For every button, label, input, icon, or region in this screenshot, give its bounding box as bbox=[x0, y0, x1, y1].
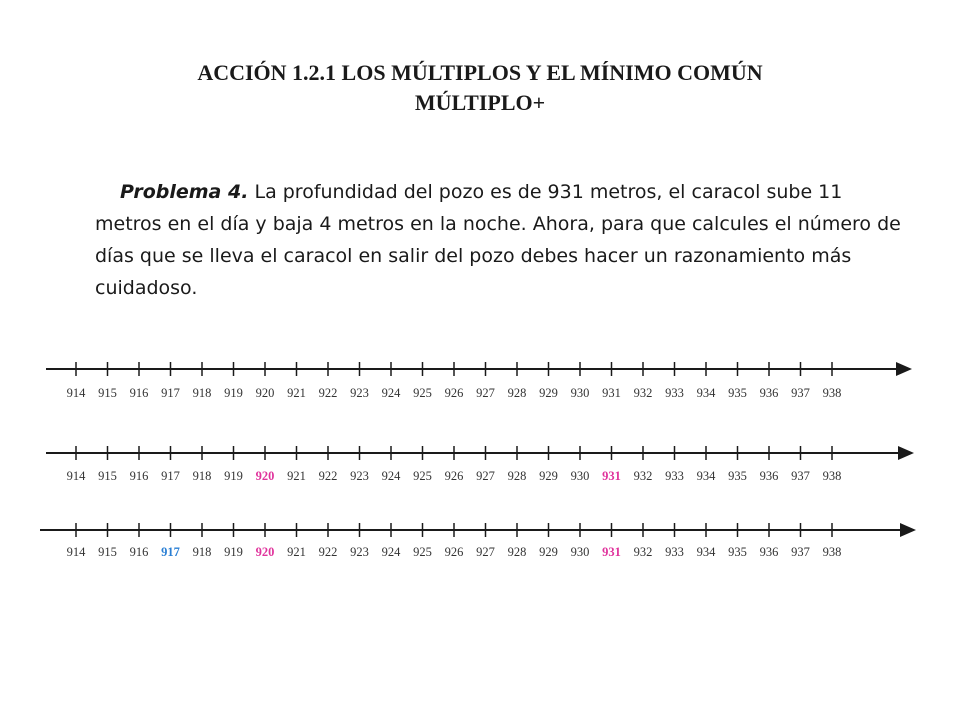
problem-text: La profundidad del pozo es de 931 metros, el caracol sube 11 metros en el día y baja 4 metros en la noche. Ahora, para que calcules el número de días que se lleva el caracol en salir del pozo debes hacer un razonamiento más cuidadoso. bbox=[95, 181, 901, 299]
tick-label: 915 bbox=[98, 469, 117, 483]
tick-label-highlighted: 920 bbox=[255, 469, 275, 483]
tick-label: 918 bbox=[192, 545, 212, 559]
tick-label: 938 bbox=[822, 545, 842, 559]
tick-label: 933 bbox=[665, 545, 684, 559]
number-line-2 bbox=[46, 446, 914, 483]
tick-label: 926 bbox=[444, 386, 464, 400]
problem-label: Problema 4. bbox=[120, 181, 249, 203]
tick-label: 916 bbox=[129, 545, 149, 559]
tick-label: 927 bbox=[476, 386, 495, 400]
tick-label: 914 bbox=[66, 545, 86, 559]
tick-label: 932 bbox=[633, 469, 653, 483]
arrow-head-icon bbox=[896, 362, 912, 376]
tick-label: 929 bbox=[539, 469, 558, 483]
tick-label-highlighted: 917 bbox=[161, 545, 180, 559]
tick-label: 928 bbox=[507, 469, 527, 483]
tick-label: 936 bbox=[759, 469, 779, 483]
tick-label: 926 bbox=[444, 469, 464, 483]
tick-label: 937 bbox=[791, 386, 810, 400]
tick-label: 923 bbox=[350, 469, 369, 483]
tick-label: 931 bbox=[602, 386, 621, 400]
title-line-2: MÚLTIPLO+ bbox=[414, 90, 546, 115]
tick-label: 928 bbox=[507, 386, 527, 400]
tick-label: 921 bbox=[287, 469, 306, 483]
tick-label: 914 bbox=[66, 386, 86, 400]
tick-label: 935 bbox=[728, 469, 747, 483]
tick-label-highlighted: 920 bbox=[255, 545, 275, 559]
tick-label: 935 bbox=[728, 545, 747, 559]
title-line-1: ACCIÓN 1.2.1 LOS MÚLTIPLOS Y EL MÍNIMO COMÚN bbox=[197, 60, 763, 85]
tick-label: 920 bbox=[255, 386, 275, 400]
tick-label: 936 bbox=[759, 545, 779, 559]
tick-label: 925 bbox=[413, 469, 432, 483]
tick-label: 924 bbox=[381, 545, 401, 559]
tick-label: 932 bbox=[633, 386, 653, 400]
tick-label: 915 bbox=[98, 545, 117, 559]
tick-label: 917 bbox=[161, 469, 180, 483]
tick-label: 933 bbox=[665, 469, 684, 483]
tick-label: 929 bbox=[539, 545, 558, 559]
tick-label: 919 bbox=[224, 386, 243, 400]
tick-label: 927 bbox=[476, 469, 495, 483]
tick-label: 914 bbox=[66, 469, 86, 483]
tick-label: 930 bbox=[570, 545, 590, 559]
tick-label: 924 bbox=[381, 469, 401, 483]
tick-label-highlighted: 931 bbox=[602, 545, 621, 559]
tick-label: 925 bbox=[413, 545, 432, 559]
tick-label: 930 bbox=[570, 386, 590, 400]
tick-label-highlighted: 931 bbox=[602, 469, 621, 483]
tick-label: 923 bbox=[350, 386, 369, 400]
tick-label: 929 bbox=[539, 386, 558, 400]
tick-label: 918 bbox=[192, 469, 212, 483]
tick-label: 934 bbox=[696, 545, 716, 559]
tick-label: 925 bbox=[413, 386, 432, 400]
tick-label: 919 bbox=[224, 545, 243, 559]
tick-label: 936 bbox=[759, 386, 779, 400]
tick-label: 917 bbox=[161, 386, 180, 400]
number-line-1 bbox=[46, 362, 912, 400]
tick-label: 934 bbox=[696, 469, 716, 483]
arrow-head-icon bbox=[898, 446, 914, 460]
arrow-head-icon bbox=[900, 523, 916, 537]
tick-label: 926 bbox=[444, 545, 464, 559]
tick-label: 922 bbox=[318, 545, 338, 559]
tick-label: 930 bbox=[570, 469, 590, 483]
tick-label: 933 bbox=[665, 386, 684, 400]
tick-label: 921 bbox=[287, 545, 306, 559]
tick-label: 921 bbox=[287, 386, 306, 400]
tick-label: 938 bbox=[822, 469, 842, 483]
number-line-3 bbox=[40, 523, 916, 559]
tick-label: 918 bbox=[192, 386, 212, 400]
tick-label: 938 bbox=[822, 386, 842, 400]
tick-label: 915 bbox=[98, 386, 117, 400]
tick-label: 937 bbox=[791, 469, 810, 483]
tick-label: 923 bbox=[350, 545, 369, 559]
tick-label: 937 bbox=[791, 545, 810, 559]
tick-label: 922 bbox=[318, 386, 338, 400]
tick-label: 924 bbox=[381, 386, 401, 400]
tick-label: 916 bbox=[129, 469, 149, 483]
tick-label: 919 bbox=[224, 469, 243, 483]
tick-label: 932 bbox=[633, 545, 653, 559]
tick-label: 916 bbox=[129, 386, 149, 400]
tick-label: 935 bbox=[728, 386, 747, 400]
tick-label: 927 bbox=[476, 545, 495, 559]
tick-label: 934 bbox=[696, 386, 716, 400]
tick-label: 922 bbox=[318, 469, 338, 483]
tick-label: 928 bbox=[507, 545, 527, 559]
